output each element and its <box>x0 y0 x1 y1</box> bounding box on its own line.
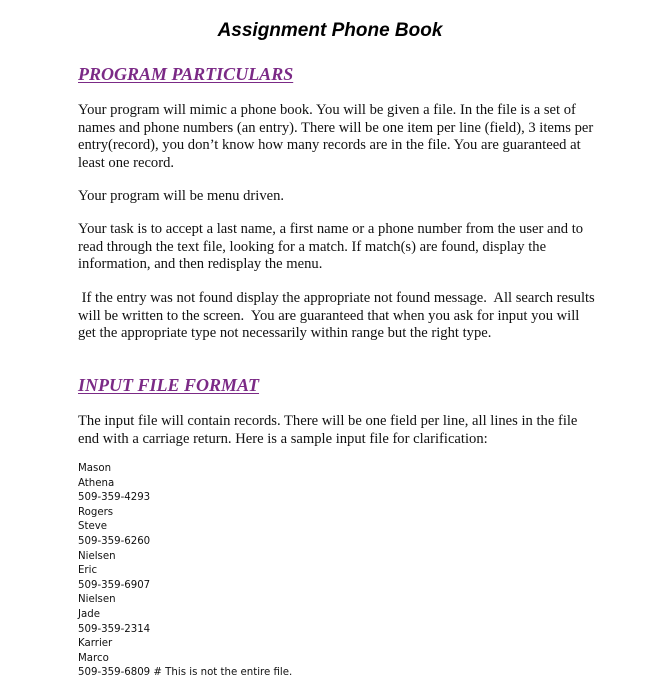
program-particulars-heading: PROGRAM PARTICULARS <box>78 64 294 84</box>
document-title: Assignment Phone Book <box>217 20 443 41</box>
sample-line: 509-359-2314 <box>78 623 151 635</box>
program-paragraph-1: Your program will mimic a phone book. You will be given a file. In the file is a set of names and phone numbers (an entry). There will be one item per line (field), 3 items per entry(record), you don’t know how many records are in the file. You are guaranteed at least one record. <box>78 102 594 171</box>
sample-line: Rogers <box>78 506 114 518</box>
sample-line: Nielsen <box>78 594 116 606</box>
sample-line: 509-359-6907 <box>78 579 151 591</box>
sample-line: Karrier <box>78 638 113 650</box>
program-paragraph-4: If the entry was not found display the appropriate not found message. All search results will be written to the screen. You are guaranteed that when you ask for input you will get the appropriate type not necessarily within range but the right type. <box>78 290 599 342</box>
sample-line: 509-359-4293 <box>78 492 151 504</box>
program-paragraph-3: Your task is to accept a last name, a first name or a phone number from the user and to read through the text file, looking for a match. If match(s) are found, display the information, and then redisplay the menu. <box>78 221 584 273</box>
input-file-format-heading: INPUT FILE FORMAT <box>78 375 260 395</box>
sample-line: Eric <box>78 565 98 577</box>
sample-line: 509-359-6260 <box>78 535 151 547</box>
sample-line: 509-359-6809 # This is not the entire file. <box>78 667 293 679</box>
sample-line: Steve <box>78 521 108 533</box>
sample-line: Nielsen <box>78 550 116 562</box>
sample-line: Jade <box>78 608 100 620</box>
sample-input-file <box>78 462 292 681</box>
sample-line: Marco <box>78 652 109 664</box>
input-paragraph: The input file will contain records. There will be one field per line, all lines in the file end with a carriage return. Here is a sample input file for clarification: <box>78 413 578 447</box>
sample-line: Mason <box>78 463 112 474</box>
sample-line: Athena <box>78 477 115 489</box>
program-paragraph-2: Your program will be menu driven. <box>78 188 285 204</box>
